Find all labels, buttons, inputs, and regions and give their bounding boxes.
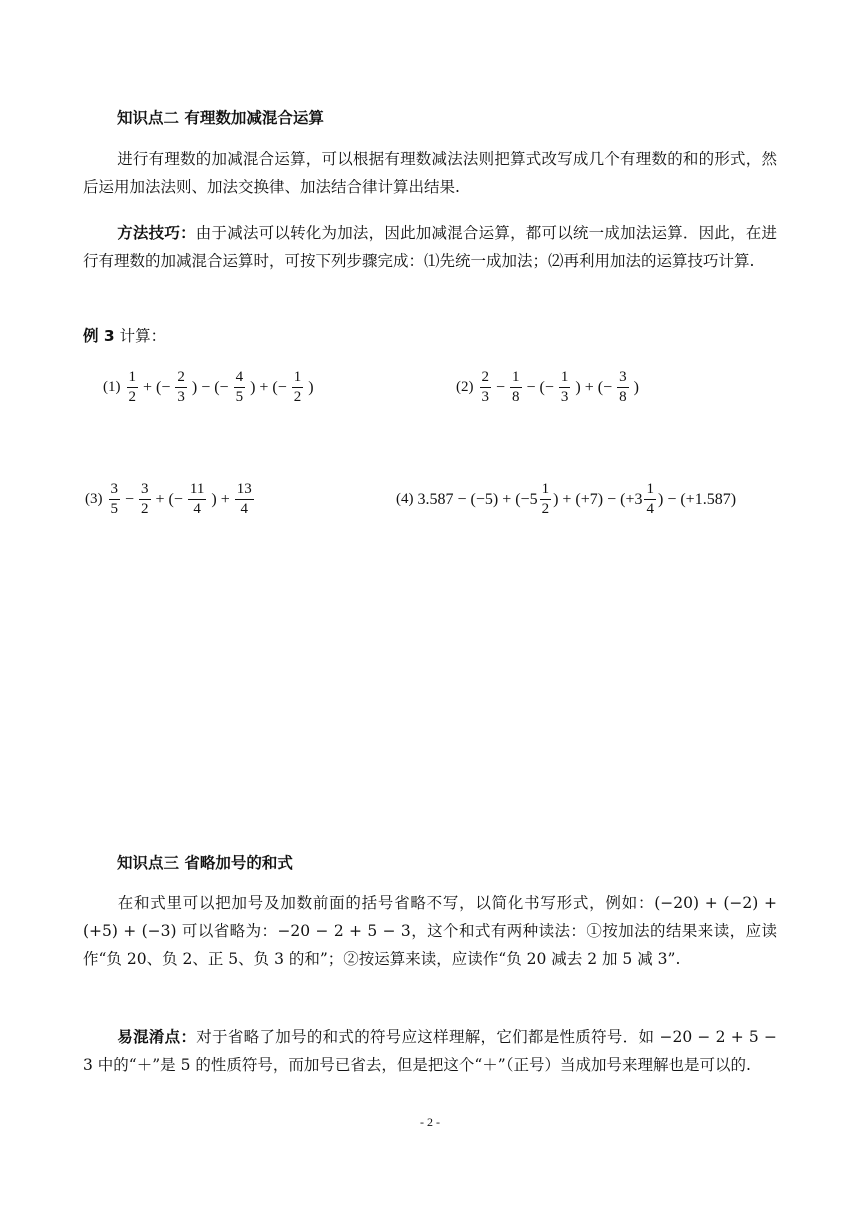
example-heading: 例 3 计算： (83, 327, 167, 345)
section2-paragraph: 进行有理数的加减混合运算，可以根据有理数减法法则把算式改写成几个有理数的和的形式，然后运用加法法则、加法交换律、加法结合律计算出结果. (83, 150, 777, 196)
fraction: $\frac{1}{2}$ (541, 481, 550, 517)
confusion-tip-paragraph: 易混淆点：对于省略了加号的和式的符号应这样理解，它们都是性质符号．如 −20 − 2 + 5 − 3 中的“＋”是 5 的性质符号，而加号已省去，但是把这个“＋”（正号）当成加号来理解也是可以的. (83, 1028, 777, 1074)
problem-1: (1) $\frac{1}{2}$ + (− $\frac{2}{3}$ ) − (− $\frac{4}{5}$ ) + (− $\frac{1}{2}$ ) (103, 369, 314, 405)
fraction: $\frac{1}{4}$ (646, 481, 654, 517)
fraction: $\frac{3}{5}$ (110, 481, 118, 517)
example-label: 例 3 (83, 327, 115, 345)
fraction: $\frac{3}{8}$ (619, 369, 627, 405)
fraction: $\frac{2}{3}$ (481, 369, 489, 405)
section3-heading: 知识点三 省略加号的和式 (117, 854, 293, 872)
method-tip-paragraph: 方法技巧：由于减法可以转化为加法，因此加减混合运算，都可以统一成加法运算．因此，在进行有理数的加减混合运算时，可按下列步骤完成：⑴先统一成加法；⑵再利用加法的运算技巧计算. (83, 224, 777, 270)
fraction: $\frac{3}{2}$ (141, 481, 149, 517)
section2-heading: 知识点二 有理数加减混合运算 (117, 109, 324, 127)
problem-2: (2) $\frac{2}{3}$ − $\frac{1}{8}$ − (− $\frac{1}{3}$ ) + (− $\frac{3}{8}$ ) (456, 369, 639, 405)
problem-3: (3) $\frac{3}{5}$ − $\frac{3}{2}$ + (− $\frac{11}{4}$ ) + $\frac{13}{4}$ (85, 481, 252, 517)
problem-4: (4) 3.587 − (−5) + (−5 $\frac{1}{2}$ ) + (+7) − (+3 $\frac{1}{4}$ ) − (+1.587) (396, 481, 737, 517)
fraction: $\frac{2}{3}$ (177, 369, 185, 405)
fraction: $\frac{1}{8}$ (512, 369, 520, 405)
fraction: $\frac{1}{2}$ (128, 369, 136, 405)
page-number: - 2 - (420, 1115, 440, 1129)
fraction: $\frac{11}{4}$ (189, 481, 205, 517)
fraction: $\frac{1}{2}$ (293, 369, 302, 405)
confusion-tip-label: 易混淆点： (117, 1028, 197, 1046)
method-tip-label: 方法技巧： (117, 224, 196, 242)
section3-paragraph: 在和式里可以把加号及加数前面的括号省略不写，以简化书写形式，例如：(−20) + (−2) + (+5) + (−3) 可以省略为：−20 − 2 + 5 − 3，这个和式有两种读法：①按加法的结果来读，应读作“负 20、负 2、正 5、负 3 的和”；②按运算来读，应读作“负 20 减去 2 加 5 减 3”. (83, 894, 777, 968)
fraction: $\frac{1}{3}$ (560, 369, 569, 405)
fraction: $\frac{13}{4}$ (236, 481, 252, 517)
fraction: $\frac{4}{5}$ (235, 369, 244, 405)
